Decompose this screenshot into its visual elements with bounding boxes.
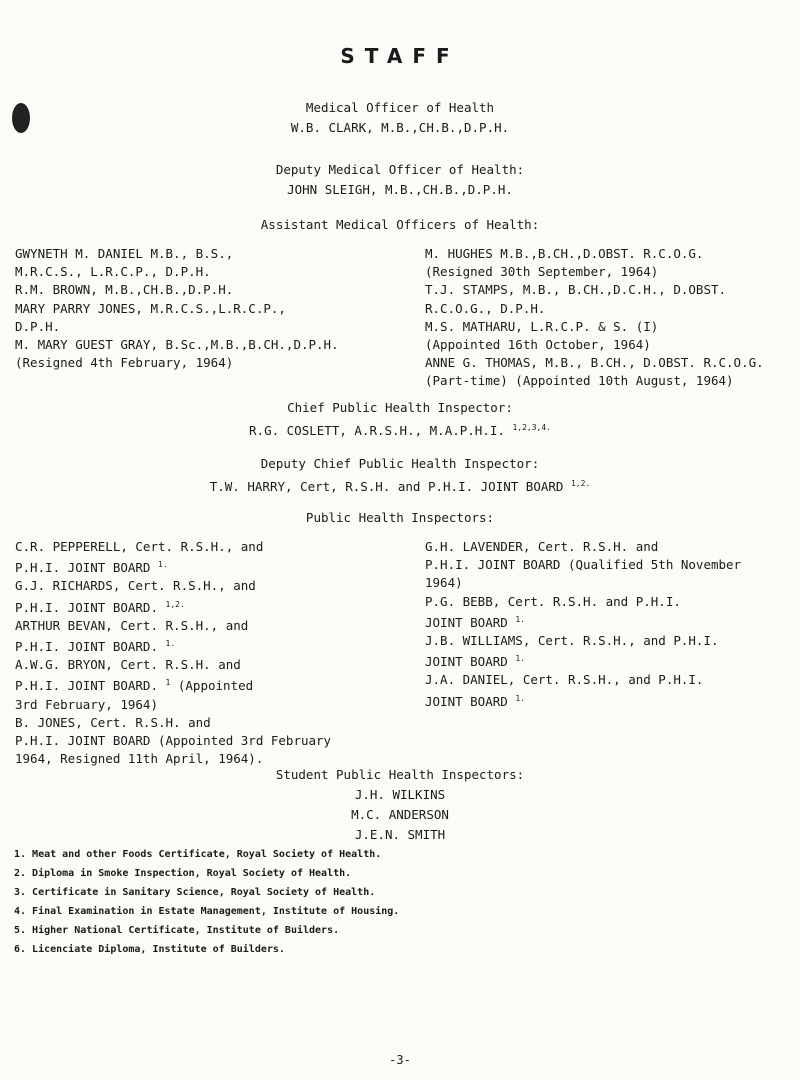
footnote: 1. Meat and other Foods Certificate, Royal Society of Health. [14,849,382,860]
inspectors-left-column [15,538,331,768]
deputy-chief-footnote-refs: 1,2. [570,479,591,488]
inspector-line: A.W.G. BRYON, Cert. R.S.H. and [15,657,241,673]
deputy-chief-name-line [0,474,800,497]
assistant-line: D.P.H. [15,318,61,334]
deputy-moh-name: JOHN SLEIGH, M.B.,CH.B.,D.P.H. [287,182,513,197]
footnote: 2. Diploma in Smoke Inspection, Royal Society of Health. [14,868,352,879]
assistants-right-column [425,245,764,391]
chief-section [0,398,800,441]
assistant-line: R.C.O.G., D.P.H. [425,300,546,316]
assistant-line: (Appointed 16th October, 1964) [425,337,651,353]
inspectors-right-column [425,538,741,711]
inspector-line: 3rd February, 1964) [15,696,158,712]
assistants-heading-block [0,215,800,235]
inspector-line: JOINT BOARD $^{1.}$ [425,693,525,709]
deputy-moh-section [0,160,800,200]
moh-section [0,98,800,138]
assistant-line: M. HUGHES M.B.,B.CH.,D.OBST. R.C.O.G. [425,246,704,261]
assistant-line: MARY PARRY JONES, M.R.C.S.,L.R.C.P., [15,300,286,316]
footnote: 3. Certificate in Sanitary Science, Royal Society of Health. [14,887,376,898]
footnotes [14,845,399,959]
inspector-line: C.R. PEPPERELL, Cert. R.S.H., and [15,539,264,554]
assistant-line: (Resigned 4th February, 1964) [15,355,234,371]
page-title: STAFF [340,44,460,68]
inspectors-heading: Public Health Inspectors: [305,510,495,525]
inspector-line: P.H.I. JOINT BOARD. $^{1,2.}$ [15,599,185,615]
assistants-left-column [15,245,339,372]
moh-name: W.B. CLARK, M.B.,CH.B.,D.P.H. [290,120,510,135]
student-name: J.H. WILKINS [354,787,446,802]
students-section [0,765,800,845]
inspector-line: 1964) [425,575,463,591]
deputy-chief-heading: Deputy Chief Public Health Inspector: [260,456,540,471]
inspector-line: P.H.I. JOINT BOARD (Qualified 5th November [425,557,742,573]
student-name: M.C. ANDERSON [351,807,449,822]
inspector-line: P.H.I. JOINT BOARD $^{1.}$ [15,560,168,576]
inspector-line: 1964, Resigned 11th April, 1964). [15,751,264,767]
chief-name: R.G. COSLETT, A.R.S.H., M.A.P.H.I. [249,423,505,438]
footnote: 4. Final Examination in Estate Management, Institute of Housing. [14,906,400,917]
inspector-line: J.B. WILLIAMS, Cert. R.S.H., and P.H.I. [425,633,719,649]
assistant-line: ANNE G. THOMAS, M.B., B.CH., D.OBST. R.C.O.G. [425,355,764,371]
assistant-line: GWYNETH M. DANIEL M.B., B.S., [15,246,234,261]
footnote: 6. Licenciate Diploma, Institute of Builders. [14,944,285,955]
students-heading: Student Public Health Inspectors: [275,767,525,782]
inspector-line: P.H.I. JOINT BOARD (Appointed 3rd February [15,733,332,749]
assistant-line: R.M. BROWN, M.B.,CH.B.,D.P.H. [15,282,234,298]
inspector-line: JOINT BOARD $^{1.}$ [425,614,525,630]
page-number: -3- [389,1053,411,1067]
assistant-line: M.R.C.S., L.R.C.P., D.P.H. [15,264,211,280]
inspector-line: B. JONES, Cert. R.S.H. and [15,714,211,730]
deputy-chief-section [0,454,800,497]
inspector-line: G.J. RICHARDS, Cert. R.S.H., and [15,578,256,594]
inspector-line: J.A. DANIEL, Cert. R.S.H., and P.H.I. [425,672,704,688]
inspector-line: P.H.I. JOINT BOARD. $^1$ (Appointed [15,678,254,694]
footnote: 5. Higher National Certificate, Institute of Builders. [14,925,340,936]
inspectors-heading-block [0,508,800,528]
assistant-line: (Part-time) (Appointed 10th August, 1964) [425,373,734,389]
inspector-line: P.G. BEBB, Cert. R.S.H. and P.H.I. [425,593,681,609]
moh-heading: Medical Officer of Health [305,100,495,115]
chief-heading: Chief Public Health Inspector: [287,400,513,415]
student-name: J.E.N. SMITH [354,827,446,842]
assistant-line: T.J. STAMPS, M.B., B.CH.,D.C.H., D.OBST. [425,282,727,298]
inspector-line: ARTHUR BEVAN, Cert. R.S.H., and [15,617,249,633]
chief-name-line [0,418,800,441]
assistant-line: (Resigned 30th September, 1964) [425,264,659,280]
inspector-line: G.H. LAVENDER, Cert. R.S.H. and [425,539,659,554]
assistant-line: M.S. MATHARU, L.R.C.P. & S. (I) [425,318,659,334]
deputy-moh-heading: Deputy Medical Officer of Health: [275,162,525,177]
chief-footnote-refs: 1,2,3,4. [512,423,551,432]
inspector-line: P.H.I. JOINT BOARD. $^{1.}$ [15,639,176,655]
assistant-line: M. MARY GUEST GRAY, B.Sc.,M.B.,B.CH.,D.P.H. [15,337,339,353]
deputy-chief-name: T.W. HARRY, Cert, R.S.H. and P.H.I. JOINT BOARD [209,479,564,494]
assistants-heading: Assistant Medical Officers of Health: [260,217,540,232]
inspector-line: JOINT BOARD $^{1.}$ [425,654,525,670]
